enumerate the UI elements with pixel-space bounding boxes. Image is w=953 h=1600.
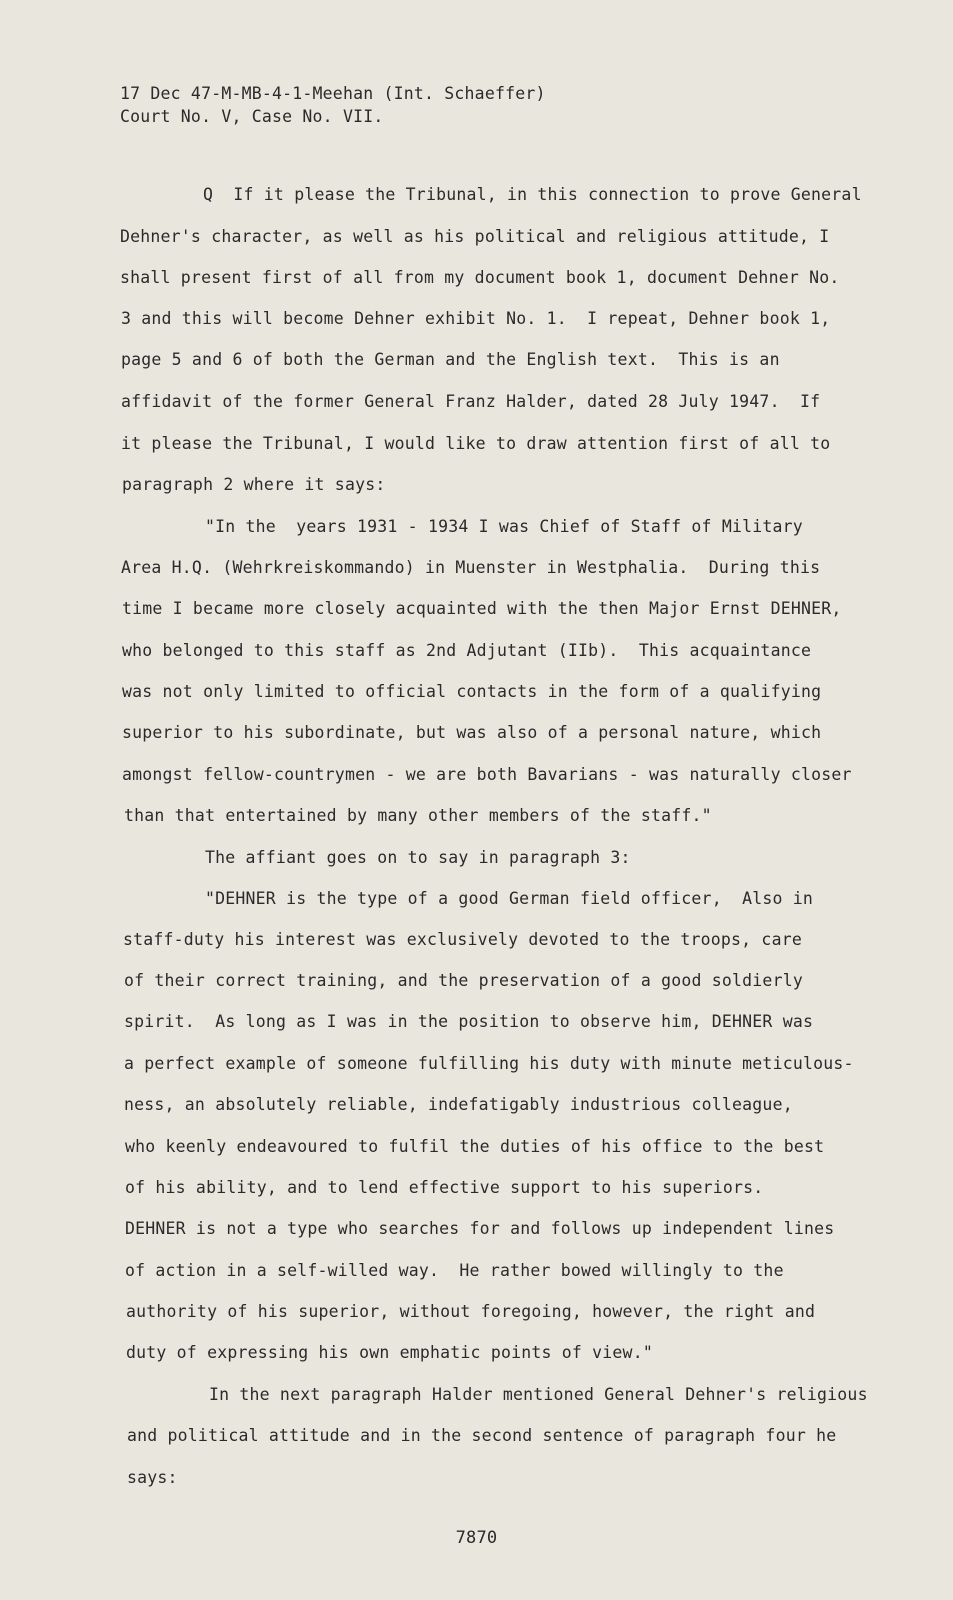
quote-line: amongst fellow-countrymen - we are both Bavarians - was naturally closer xyxy=(122,765,852,784)
quote-line: ness, an absolutely reliable, indefatigably industrious colleague, xyxy=(124,1095,793,1114)
body-line: affidavit of the former General Franz Halder, dated 28 July 1947. If xyxy=(121,392,821,411)
quote-line: duty of expressing his own emphatic points of view." xyxy=(126,1343,653,1362)
header-court-line: Court No. V, Case No. VII. xyxy=(120,107,384,126)
quote-line: authority of his superior, without foregoing, however, the right and xyxy=(126,1302,816,1321)
quote-line: who keenly endeavoured to fulfil the duties of his office to the best xyxy=(125,1137,825,1156)
body-line: page 5 and 6 of both the German and the English text. This is an xyxy=(121,350,780,369)
body-line: paragraph 2 where it says: xyxy=(122,475,386,494)
quote-line: spirit. As long as I was in the position to observe him, DEHNER was xyxy=(124,1012,814,1031)
quote-line: of their correct training, and the preservation of a good soldierly xyxy=(124,971,803,990)
body-line: it please the Tribunal, I would like to draw attention first of all to xyxy=(121,434,831,453)
quote-line: "In the years 1931 - 1934 I was Chief of Staff of Military xyxy=(205,517,803,536)
body-line: Q If it please the Tribunal, in this connection to prove General xyxy=(203,185,862,204)
body-line: 3 and this will become Dehner exhibit No. 1. I repeat, Dehner book 1, xyxy=(121,309,831,328)
quote-line: than that entertained by many other members of the staff." xyxy=(124,806,712,825)
body-line: The affiant goes on to say in paragraph 3: xyxy=(205,848,631,867)
quote-line: staff-duty his interest was exclusively devoted to the troops, care xyxy=(123,930,802,949)
body-line: shall present first of all from my document book 1, document Dehner No. xyxy=(120,268,840,287)
quote-line: superior to his subordinate, but was also of a personal nature, which xyxy=(122,723,822,742)
quote-line: time I became more closely acquainted with the then Major Ernst DEHNER, xyxy=(122,599,842,618)
page-number: 7870 xyxy=(455,1528,498,1548)
quote-line: Area H.Q. (Wehrkreiskommando) in Muenster in Westphalia. During this xyxy=(121,558,821,577)
body-line: In the next paragraph Halder mentioned General Dehner's religious xyxy=(209,1385,868,1404)
quote-line: "DEHNER is the type of a good German field officer, Also in xyxy=(205,889,814,908)
body-line: Dehner's character, as well as his political and religious attitude, I xyxy=(120,227,830,246)
quote-line: was not only limited to official contacts in the form of a qualifying xyxy=(122,682,822,701)
body-line: says: xyxy=(127,1468,178,1487)
quote-line: who belonged to this staff as 2nd Adjutant (IIb). This acquaintance xyxy=(122,641,812,660)
quote-line: of his ability, and to lend effective support to his superiors. xyxy=(125,1178,764,1197)
quote-line: DEHNER is not a type who searches for and follows up independent lines xyxy=(125,1219,835,1238)
header-reference-line: 17 Dec 47-M-MB-4-1-Meehan (Int. Schaeffer) xyxy=(120,84,546,103)
quote-line: of action in a self-willed way. He rather bowed willingly to the xyxy=(125,1261,784,1280)
body-line: and political attitude and in the second sentence of paragraph four he xyxy=(127,1426,837,1445)
quote-line: a perfect example of someone fulfilling his duty with minute meticulous- xyxy=(124,1054,854,1073)
